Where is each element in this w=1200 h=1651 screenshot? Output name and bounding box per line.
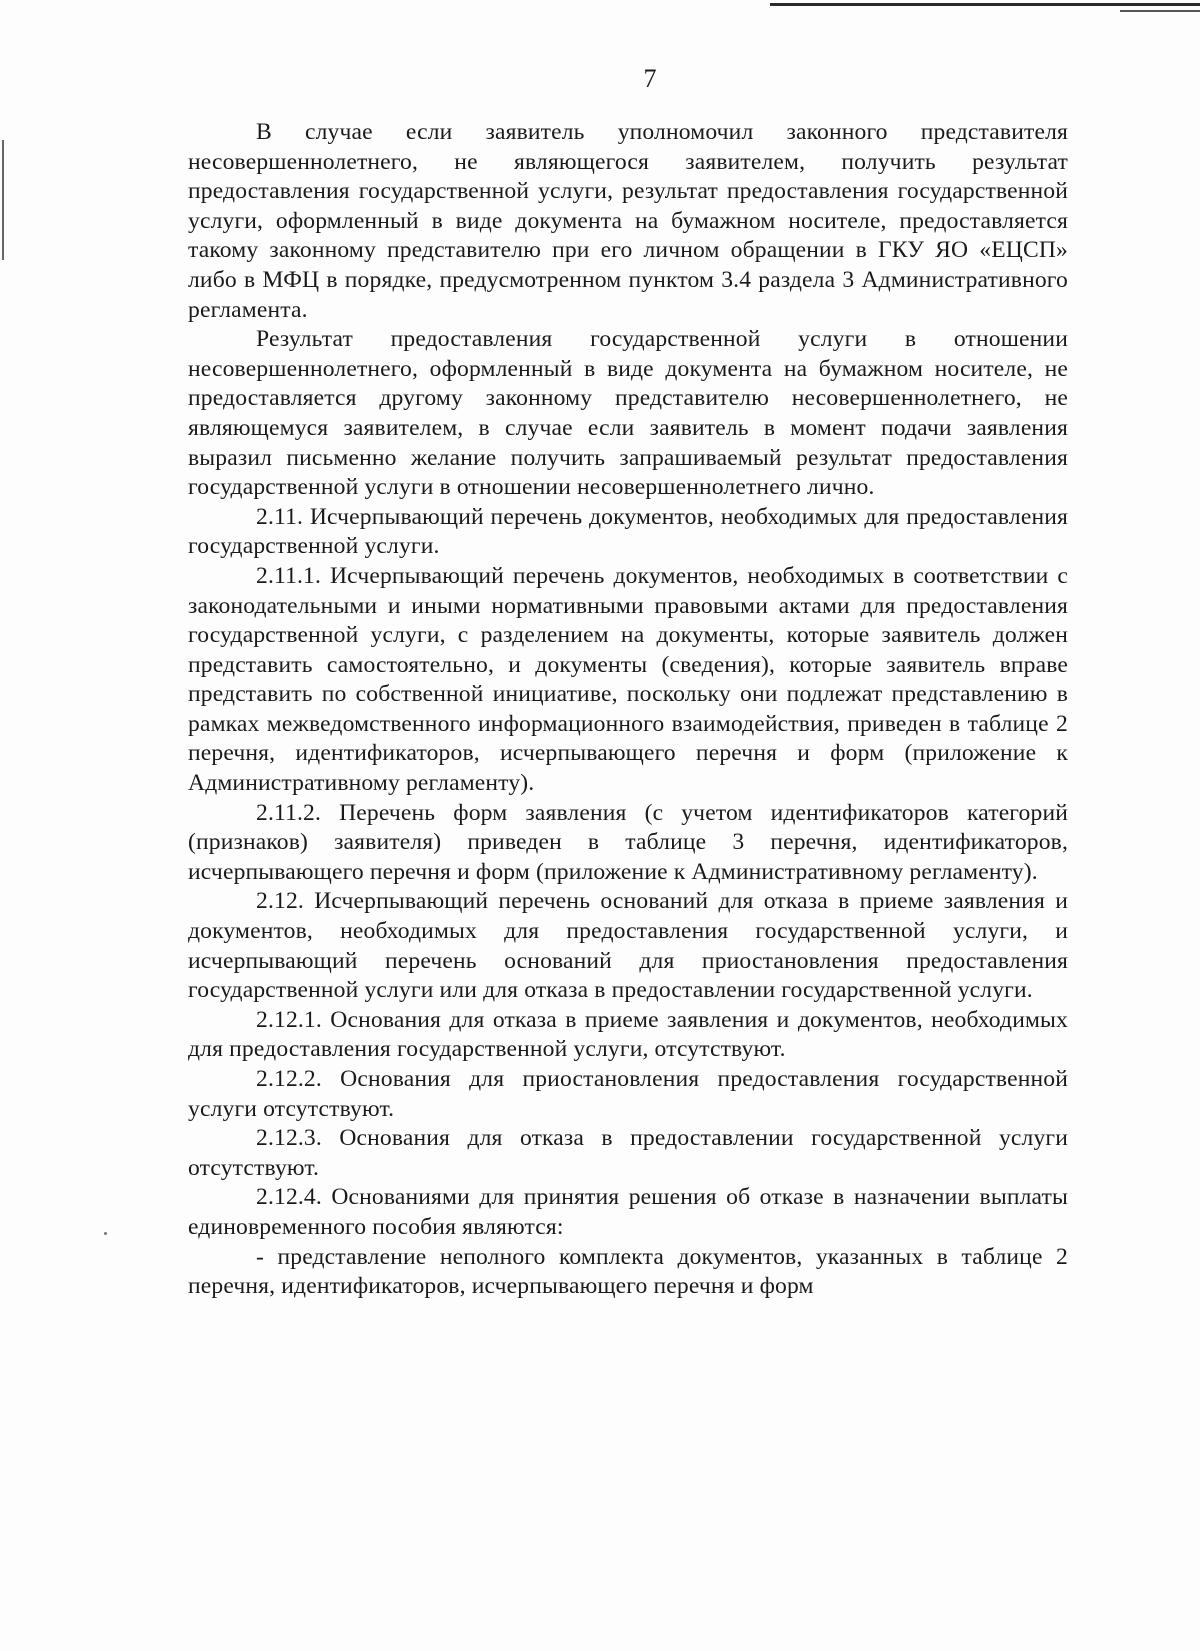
paragraph: 2.12.1. Основания для отказа в приеме заявления и документов, необходимых для предоставления государственной услуги, отсутствуют. [188, 1006, 1068, 1063]
paragraph: 2.11.1. Исчерпывающий перечень документов, необходимых в соответствии с законодательными и иными нормативными правовыми актами для предоставления государственной услуги, с разделением на документы, которые заявитель должен представить самостоятельно, и документы (сведения), которые заявитель вправе представить по собственной инициативе, поскольку они подлежат представлению в рамках межведомственного информационного взаимодействия, приведен в таблице 2 перечня, идентификаторов, исчерпывающего перечня и форм (приложение к Административному регламенту). [188, 562, 1068, 797]
document-body [188, 118, 1068, 1302]
paragraph: 2.12.2. Основания для приостановления предоставления государственной услуги отсутствуют. [188, 1066, 1068, 1122]
scan-artifact-line [2, 140, 4, 260]
paragraph: 2.12.4. Основаниями для принятия решения об отказе в назначении выплаты единовременного пособия являются: [188, 1184, 1068, 1240]
paragraph: 2.11.2. Перечень форм заявления (с учетом идентификаторов категорий (признаков) заявителя) приведен в таблице 3 перечня, идентификаторов, исчерпывающего перечня и форм (приложение к Административному регламенту). [188, 799, 1068, 885]
paragraph: В случае если заявитель уполномочил законного представителя несовершеннолетнего, не являющегося заявителем, получить результат предоставления государственной услуги, результат предоставления государственной услуги, оформленный в виде документа на бумажном носителе, предоставляется такому законному представителю при его личном обращении в ГКУ ЯО «ЕЦСП» либо в МФЦ в порядке, предусмотренном пунктом 3.4 раздела 3 Административного регламента. [188, 119, 1068, 323]
paragraph: 2.12.3. Основания для отказа в предоставлении государственной услуги отсутствуют. [188, 1125, 1068, 1181]
scan-artifact-speck [104, 1232, 107, 1235]
page-number: 7 [643, 64, 657, 93]
list-item: - представление неполного комплекта документов, указанных в таблице 2 перечня, идентификаторов, исчерпывающего перечня и форм [188, 1243, 1068, 1300]
scan-artifact-line [770, 3, 1200, 6]
paragraph: 2.12. Исчерпывающий перечень оснований для отказа в приеме заявления и документов, необходимых для предоставления государственной услуги, и исчерпывающий перечень оснований для приостановления предоставления государственной услуги или для отказа в предоставлении государственной услуги. [188, 888, 1068, 1004]
scan-artifact-line [1120, 10, 1200, 12]
paragraph: Результат предоставления государственной услуги в отношении несовершеннолетнего, оформленный в виде документа на бумажном носителе, не предоставляется другому законному представителю несовершеннолетнего, не являющемуся заявителем, в случае если заявитель в момент подачи заявления выразил письменно желание получить запрашиваемый результат предоставления государственной услуги в отношении несовершеннолетнего лично. [188, 326, 1068, 501]
paragraph: 2.11. Исчерпывающий перечень документов, необходимых для предоставления государственной услуги. [188, 503, 1068, 560]
